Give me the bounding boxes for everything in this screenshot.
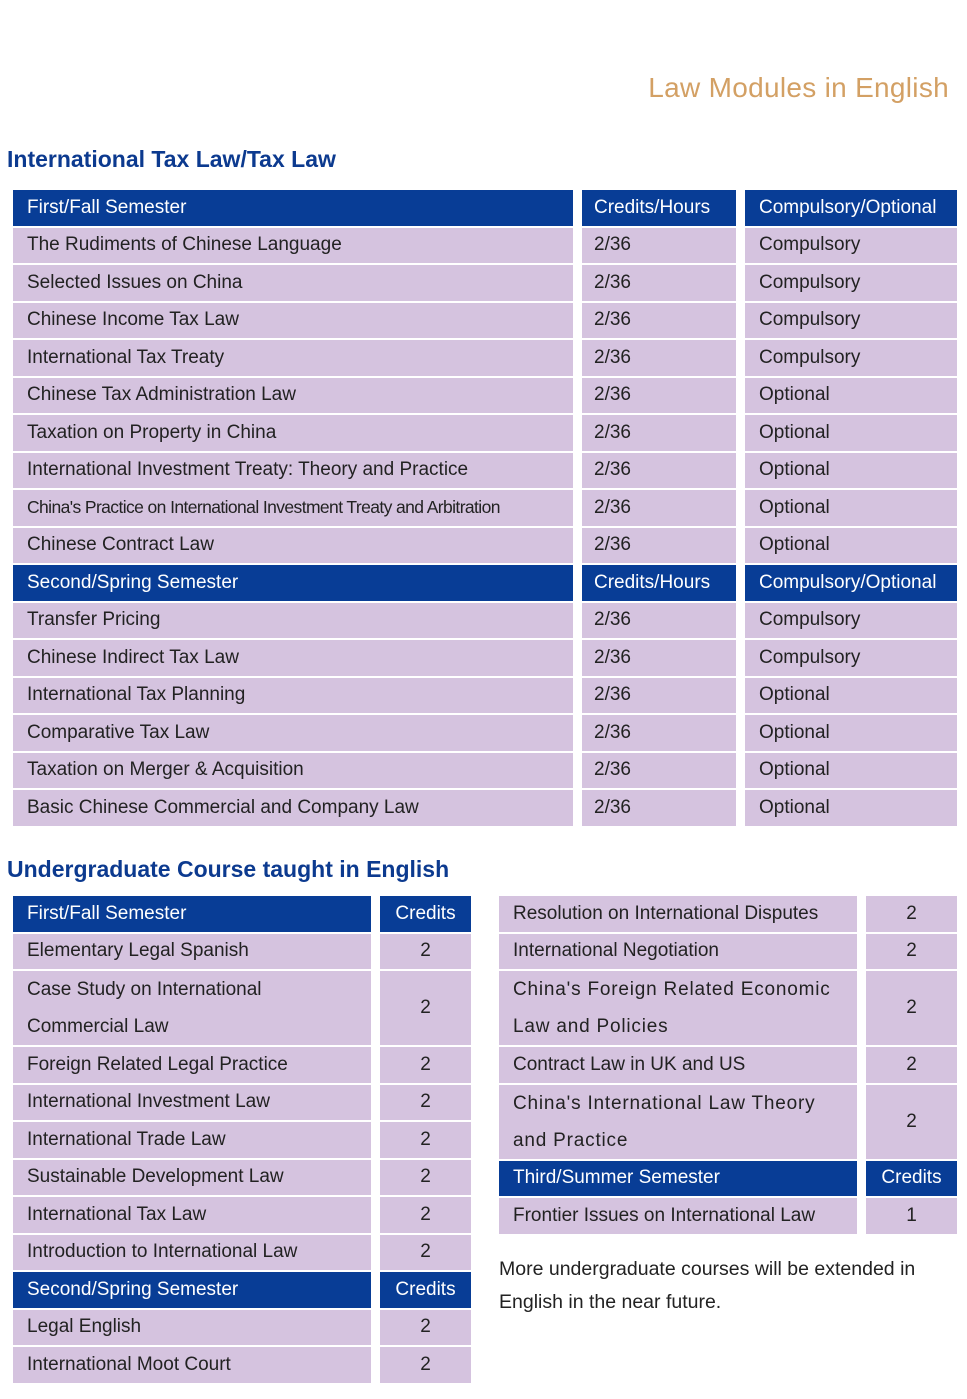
course-name: Chinese Contract Law [13, 528, 573, 564]
course-name: The Rudiments of Chinese Language [13, 228, 573, 264]
undergrad-left-table [4, 894, 480, 1385]
course-credits: 2 [866, 1085, 957, 1159]
course-credits: 1 [866, 1198, 957, 1234]
course-credits: 2/36 [582, 265, 736, 301]
course-type: Optional [745, 378, 957, 414]
course-credits: 2/36 [582, 453, 736, 489]
tax-section-title: International Tax Law/Tax Law [7, 146, 336, 172]
table-row [13, 1122, 471, 1158]
table-row [13, 453, 957, 489]
course-credits: 2 [866, 1047, 957, 1083]
course-credits: 2/36 [582, 415, 736, 451]
course-credits: 2/36 [582, 340, 736, 376]
semester-header-row [13, 565, 957, 601]
table-row [13, 1197, 471, 1233]
table-row [499, 971, 957, 1045]
table-row [13, 603, 957, 639]
course-credits: 2 [380, 1347, 471, 1383]
course-credits: 2 [380, 1197, 471, 1233]
credits-header: Credits [866, 1161, 957, 1197]
course-credits: 2 [380, 1235, 471, 1271]
table-row [13, 340, 957, 376]
table-row [499, 1085, 957, 1159]
course-credits: 2/36 [582, 528, 736, 564]
course-name: Transfer Pricing [13, 603, 573, 639]
course-credits: 2 [866, 971, 957, 1045]
table-row [13, 971, 471, 1045]
course-type: Compulsory [745, 603, 957, 639]
undergrad-note: More undergraduate courses will be extended in English in the near future. [499, 1258, 916, 1313]
table-row [13, 934, 471, 970]
course-name: Comparative Tax Law [13, 715, 573, 751]
course-name: Sustainable Development Law [13, 1160, 371, 1196]
table-row [13, 303, 957, 339]
course-name: China's International Law Theory and Practice [499, 1085, 857, 1159]
course-credits: 2 [866, 896, 957, 932]
course-type: Compulsory [745, 640, 957, 676]
course-name: Chinese Indirect Tax Law [13, 640, 573, 676]
course-type: Compulsory [745, 228, 957, 264]
course-name: Introduction to International Law [13, 1235, 371, 1271]
course-credits: 2 [380, 1310, 471, 1346]
course-name: China's Foreign Related Economic Law and Policies [499, 971, 857, 1045]
tax-law-table [4, 188, 966, 828]
course-credits: 2/36 [582, 228, 736, 264]
semester-header-row [499, 1161, 957, 1197]
semester-header-row [13, 1272, 471, 1308]
course-credits: 2/36 [582, 378, 736, 414]
table-row [13, 1047, 471, 1083]
page-title: Law Modules in English [648, 72, 949, 103]
course-credits: 2/36 [582, 790, 736, 826]
course-name: Chinese Tax Administration Law [13, 378, 573, 414]
table-row [13, 1310, 471, 1346]
course-name: Selected Issues on China [13, 265, 573, 301]
credits-header: Credits [380, 896, 471, 932]
table-row [13, 265, 957, 301]
course-type: Optional [745, 528, 957, 564]
compulsory-optional-header: Compulsory/Optional [745, 565, 957, 601]
table-row [13, 378, 957, 414]
course-type: Optional [745, 490, 957, 526]
course-type: Compulsory [745, 303, 957, 339]
undergrad-section-title: Undergraduate Course taught in English [7, 856, 450, 882]
course-name: China's Practice on International Investment Treaty and Arbitration [13, 490, 573, 526]
course-name: International Investment Law [13, 1085, 371, 1121]
table-row [13, 640, 957, 676]
table-row [499, 1198, 957, 1234]
compulsory-optional-header: Compulsory/Optional [745, 190, 957, 226]
course-credits: 2/36 [582, 303, 736, 339]
course-name: International Tax Planning [13, 678, 573, 714]
credits-header: Credits [380, 1272, 471, 1308]
table-row [13, 753, 957, 789]
table-row [13, 715, 957, 751]
course-name: Basic Chinese Commercial and Company Law [13, 790, 573, 826]
semester-header: Second/Spring Semester [13, 565, 573, 601]
table-row [13, 490, 957, 526]
course-name: Foreign Related Legal Practice [13, 1047, 371, 1083]
course-type: Optional [745, 415, 957, 451]
table-row [13, 1160, 471, 1196]
course-credits: 2 [380, 1085, 471, 1121]
course-name: Resolution on International Disputes [499, 896, 857, 932]
course-name: Taxation on Property in China [13, 415, 573, 451]
course-type: Compulsory [745, 340, 957, 376]
course-name: International Moot Court [13, 1347, 371, 1383]
course-credits: 2 [380, 971, 471, 1045]
table-row [13, 790, 957, 826]
table-row [499, 896, 957, 932]
course-name: Contract Law in UK and US [499, 1047, 857, 1083]
table-row [499, 934, 957, 970]
semester-header-row [13, 190, 957, 226]
semester-header: Second/Spring Semester [13, 1272, 371, 1308]
table-row [13, 678, 957, 714]
course-name: Elementary Legal Spanish [13, 934, 371, 970]
course-type: Optional [745, 678, 957, 714]
course-credits: 2 [380, 934, 471, 970]
course-credits: 2 [866, 934, 957, 970]
table-row [13, 1235, 471, 1271]
table-row [13, 415, 957, 451]
semester-header-row [13, 896, 471, 932]
table-row [13, 528, 957, 564]
course-name: Chinese Income Tax Law [13, 303, 573, 339]
course-name: Legal English [13, 1310, 371, 1346]
course-name: Frontier Issues on International Law [499, 1198, 857, 1234]
course-name: International Negotiation [499, 934, 857, 970]
undergrad-right-table [490, 894, 966, 1236]
course-type: Optional [745, 753, 957, 789]
course-name: International Investment Treaty: Theory and Practice [13, 453, 573, 489]
course-credits: 2 [380, 1122, 471, 1158]
course-type: Optional [745, 715, 957, 751]
semester-header: First/Fall Semester [13, 896, 371, 932]
course-credits: 2/36 [582, 678, 736, 714]
course-name: International Tax Treaty [13, 340, 573, 376]
course-type: Optional [745, 453, 957, 489]
course-credits: 2 [380, 1160, 471, 1196]
credits-hours-header: Credits/Hours [582, 565, 736, 601]
course-credits: 2/36 [582, 640, 736, 676]
table-row [499, 1047, 957, 1083]
course-credits: 2/36 [582, 715, 736, 751]
course-credits: 2 [380, 1047, 471, 1083]
course-name: Case Study on International Commercial Law [13, 971, 371, 1045]
semester-header: First/Fall Semester [13, 190, 573, 226]
course-credits: 2/36 [582, 490, 736, 526]
course-credits: 2/36 [582, 753, 736, 789]
course-name: Taxation on Merger & Acquisition [13, 753, 573, 789]
course-type: Compulsory [745, 265, 957, 301]
table-row [13, 1347, 471, 1383]
course-name: International Tax Law [13, 1197, 371, 1233]
course-credits: 2/36 [582, 603, 736, 639]
table-row [13, 228, 957, 264]
semester-header: Third/Summer Semester [499, 1161, 857, 1197]
credits-hours-header: Credits/Hours [582, 190, 736, 226]
table-row [13, 1085, 471, 1121]
course-name: International Trade Law [13, 1122, 371, 1158]
course-type: Optional [745, 790, 957, 826]
